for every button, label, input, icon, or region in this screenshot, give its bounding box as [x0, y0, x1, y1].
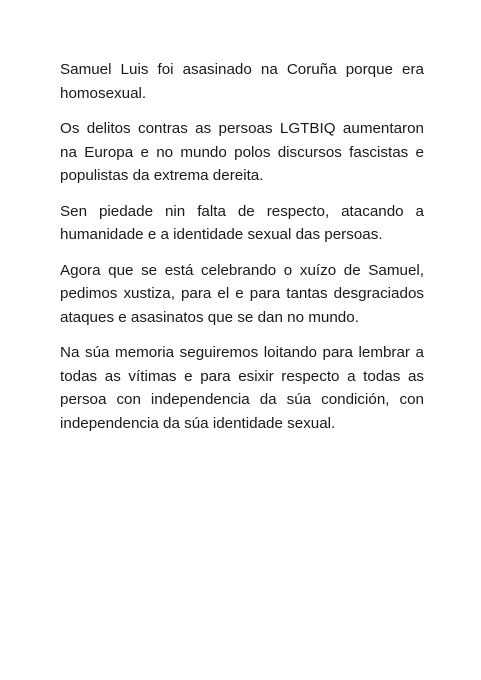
paragraph-4: Agora que se está celebrando o xuízo de Samuel, pedimos xustiza, para el e para tantas desgraciados ataques e asasinatos que se dan no mundo.: [60, 261, 424, 326]
paragraph-1: Samuel Luis foi asasinado na Coruña porque era homosexual.: [60, 61, 424, 102]
paragraph-2: Os delitos contras as persoas LGTBIQ aumentaron na Europa e no mundo polos discursos fascistas e populistas da extrema dereita.: [60, 120, 424, 184]
document-body: [60, 58, 424, 447]
paragraph-5: Na súa memoria seguiremos loitando para lembrar a todas as vítimas e para esixir respecto a todas as persoa con independencia da súa condición, con independencia da súa identidade sexual.: [60, 344, 424, 432]
paragraph-3: Sen piedade nin falta de respecto, atacando a humanidade e a identidade sexual das persoas.: [60, 202, 424, 243]
